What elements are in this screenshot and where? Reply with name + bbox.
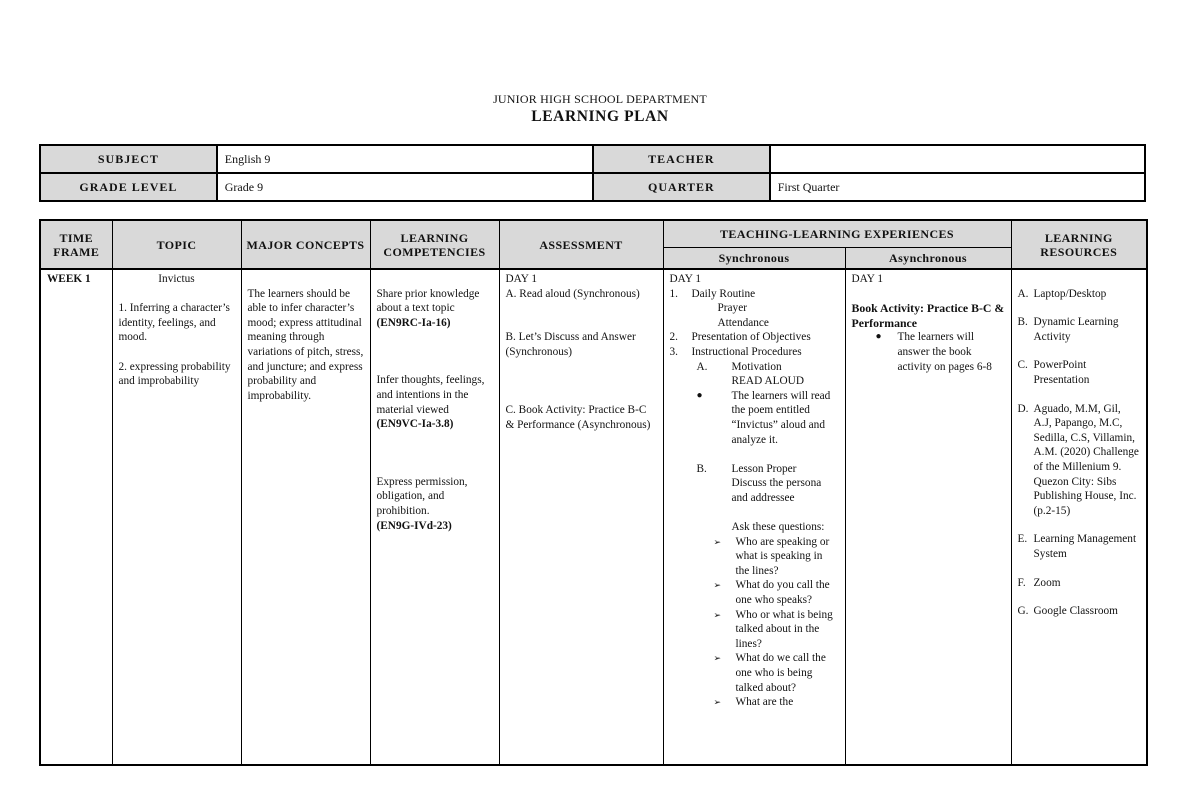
col-teaching-learning-experiences: TEACHING-LEARNING EXPERIENCES [663,220,1011,247]
assessment-a: A. Read aloud (Synchronous) [505,287,640,300]
assessment-cell [499,269,663,765]
bullet-dot-icon: ● [696,389,703,401]
competency-3-text: Express permission, obligation, and prohibition. [376,475,468,517]
major-concepts-cell [241,269,370,765]
resource-letter: A. [1017,287,1029,300]
question-5-text: What are the [735,696,794,709]
info-table [39,144,1146,202]
arrow-bullet-icon: ➢ [713,580,722,591]
sync-item-2-text: Presentation of Objectives [691,331,811,344]
topic-item-1: 1. Inferring a character’s identity, feelings, and mood. [118,302,230,344]
resource-text: Zoom [1033,576,1061,589]
sync-prayer: Prayer [717,302,747,315]
info-row-subject [40,145,1145,173]
resource-text: Aguado, M.M, Gil, A.J, Papango, M.C, Sedilla, C.S, Villamin, A.M. (2020) Challenge of the Millenium 9. Quezon City: Sibs Publishing House, Inc. (p.2-15) [1033,402,1139,517]
col-assessment: ASSESSMENT [499,220,663,269]
sync-motivation [670,360,839,375]
question-3-text: Who or what is being talked about in the lines? [735,608,833,650]
sync-item-2 [670,330,839,345]
col-topic: TOPIC [112,220,241,269]
sync-item-1-number: 1. [669,287,678,300]
subject-label: SUBJECT [40,145,217,173]
col-learning-resources: LEARNING RESOURCES [1011,220,1147,269]
synchronous-cell [663,269,845,765]
subject-value: English 9 [217,145,593,173]
async-bullet-text: The learners will answer the book activity on pages 6-8 [897,331,992,373]
competency-3-code: (EN9G-IVd-23) [376,519,452,532]
resources-cell [1011,269,1147,765]
resource-text: Laptop/Desktop [1033,287,1107,300]
question-4-text: What do we call the one who is being talked about? [735,652,826,694]
question-1 [670,535,839,579]
sync-discuss: Discuss the persona and addressee [731,477,822,504]
grade-level-value: Grade 9 [217,173,593,201]
sync-item-3-number: 3. [669,345,678,358]
resource-letter: F. [1017,576,1026,589]
bullet-dot-icon: ● [875,331,882,343]
sync-attendance: Attendance [717,316,769,329]
col-learning-competencies: LEARNING COMPETENCIES [370,220,499,269]
topic-cell [112,269,241,765]
resource-item [1018,358,1141,387]
question-5 [670,695,839,710]
major-concepts-text: The learners should be able to infer character’s mood; express attitudinal meaning through variations of pitch, stress, and juncture; and express probability and improbability. [247,287,364,402]
resource-text: Learning Management System [1033,533,1137,560]
sync-item-3-text: Instructional Procedures [691,345,802,358]
quarter-value: First Quarter [770,173,1145,201]
assessment-b: B. Let’s Discuss and Answer (Synchronous) [505,331,636,358]
async-title: Book Activity: Practice B-C & Performance [851,301,1005,330]
resource-letter: G. [1017,605,1029,618]
sync-item-1 [670,287,839,302]
resource-letter: E. [1017,533,1028,546]
resource-text: Dynamic Learning Activity [1033,316,1119,343]
teacher-value [770,145,1145,173]
topic-title: Invictus [158,273,195,285]
resource-item [1018,315,1141,344]
asynchronous-cell [845,269,1011,765]
info-row-grade [40,173,1145,201]
sync-item-3 [670,345,839,360]
topic-item-2: 2. expressing probability and improbability [118,360,231,388]
resource-item [1018,576,1141,591]
col-asynchronous: Asynchronous [845,247,1011,269]
arrow-bullet-icon: ➢ [713,697,722,708]
learning-plan-table [39,219,1148,766]
quarter-label: QUARTER [593,173,770,201]
resource-letter: C. [1017,359,1028,372]
arrow-bullet-icon: ➢ [713,609,722,620]
assessment-day: DAY 1 [505,273,537,285]
arrow-bullet-icon: ➢ [713,536,722,547]
competency-2-code: (EN9VC-Ia-3.8) [376,418,454,431]
competency-2-text: Infer thoughts, feelings, and intentions in the material viewed [376,374,485,416]
question-1-text: Who are speaking or what is speaking in the lines? [735,535,830,577]
page-title: LEARNING PLAN [531,108,669,125]
week-row [40,269,1147,765]
resource-item [1018,604,1141,619]
time-frame-cell: WEEK 1 [40,269,112,765]
sync-lesson-text: Lesson Proper [731,462,797,475]
sync-motivation-bullet-text: The learners will read the poem entitled “Invictus” aloud and analyze it. [731,389,831,446]
col-time-frame: TIME FRAME [40,220,112,269]
async-bullet [852,330,1005,374]
sync-lesson-letter: B. [696,462,707,475]
question-2-text: What do you call the one who speaks? [735,579,830,607]
competencies-cell [370,269,499,765]
resources-list [1018,287,1141,619]
sync-motivation-text: Motivation [731,360,782,373]
sync-day: DAY 1 [669,273,701,285]
sync-item-2-number: 2. [669,331,678,344]
resource-text: PowerPoint Presentation [1033,359,1090,386]
competency-1-text: Share prior knowledge about a text topic [376,287,480,315]
resource-item [1018,532,1141,561]
question-2 [670,578,839,607]
async-day: DAY 1 [851,273,883,285]
resource-text: Google Classroom [1033,605,1118,618]
competency-1-code: (EN9RC-Ia-16) [376,316,451,329]
arrow-bullet-icon: ➢ [713,653,722,664]
sync-motivation-letter: A. [696,360,708,373]
sync-motivation-bullet [670,389,839,447]
sync-ask: Ask these questions: [731,521,825,534]
resource-item [1018,287,1141,302]
resource-letter: D. [1017,402,1029,415]
assessment-c: C. Book Activity: Practice B-C & Performance (Asynchronous) [505,404,651,431]
department-heading: JUNIOR HIGH SCHOOL DEPARTMENT [493,92,707,106]
sync-item-1-text: Daily Routine [691,287,756,300]
teacher-label: TEACHER [593,145,770,173]
question-4 [670,651,839,695]
sync-lesson-proper [670,462,839,477]
question-3 [670,608,839,652]
sync-read-aloud: READ ALOUD [731,375,804,388]
grade-level-label: GRADE LEVEL [40,173,217,201]
col-synchronous: Synchronous [663,247,845,269]
resource-letter: B. [1017,316,1028,329]
col-major-concepts: MAJOR CONCEPTS [241,220,370,269]
resource-item [1018,402,1141,519]
